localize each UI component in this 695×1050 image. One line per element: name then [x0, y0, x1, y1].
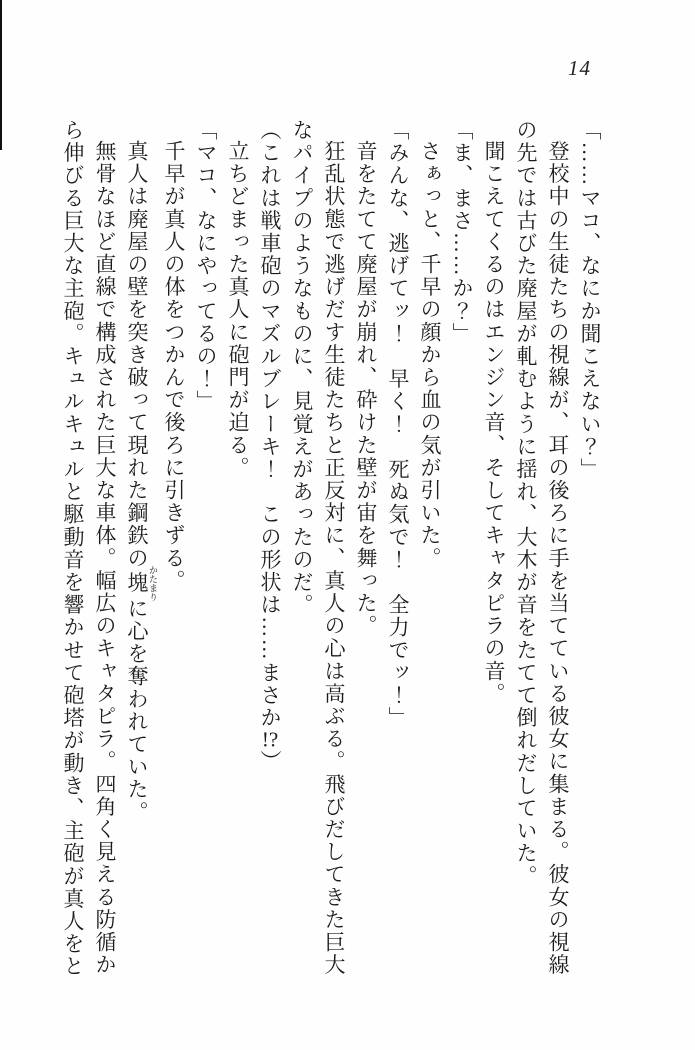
novel-text-block [57, 119, 606, 1004]
page-number: 14 [568, 56, 591, 80]
text-line: 真人は廃屋の壁を突き破って現れた鋼鉄の塊 かたまりに心を奪われていた。 [125, 140, 158, 824]
text-line: 音をたてて廃屋が崩れ、砕けた壁が宙を舞った。 [354, 140, 378, 638]
text-line: 「みんな、逃げてッ！ 早く！ 死ぬ気で！ 全力でッ！」 [386, 119, 410, 730]
text-line: 狂乱状態で逃げだす生徒たちと正反対に、真人の心は高ぶる。飛びだしてきた巨大 [322, 140, 346, 977]
text-line: 立ちどまった真人に砲門が迫る。 [226, 140, 250, 479]
scan-edge-artifact [0, 0, 2, 150]
text-line: （これは戦車砲のマズルブレーキ！ この形状は……まさか!?） [258, 119, 282, 773]
text-line: の先では古びた廃屋が軋むように揺れ、大木が音をたてて倒れだしていた。 [514, 119, 538, 888]
text-line: なパイプのようなものに、見覚えがあったのだ。 [290, 119, 314, 617]
text-line: 登校中の生徒たちの視線が、耳の後ろに手を当てている彼女に集まる。彼女の視線 [546, 140, 570, 977]
text-line: 聞こえてくるのはエンジン音、そしてキャタピラの音。 [482, 140, 506, 705]
text-line: ら伸びる巨大な主砲。キュルキュルと駆動音を響かせて砲塔が動き、主砲が真人をと [61, 119, 85, 978]
tate-chu-yoko: !? [261, 729, 279, 751]
text-line: 「……マコ、なにか聞こえない？」 [578, 119, 602, 481]
text-line: さぁっと、千早の顔から血の気が引いた。 [418, 140, 442, 570]
text-line: 「マコ、なにやってるの！」 [194, 119, 218, 413]
text-line: 「ま、まさ……か？」 [450, 119, 474, 345]
text-line: 無骨なほど直線で構成された巨大な車体。幅広のキャタピラ。四角く見える防循か [93, 140, 117, 977]
text-line: 千早が真人の体をつかんで後ろに引きずる。 [162, 140, 186, 592]
ruby-annotated-word: 塊 かたまり [125, 565, 158, 602]
